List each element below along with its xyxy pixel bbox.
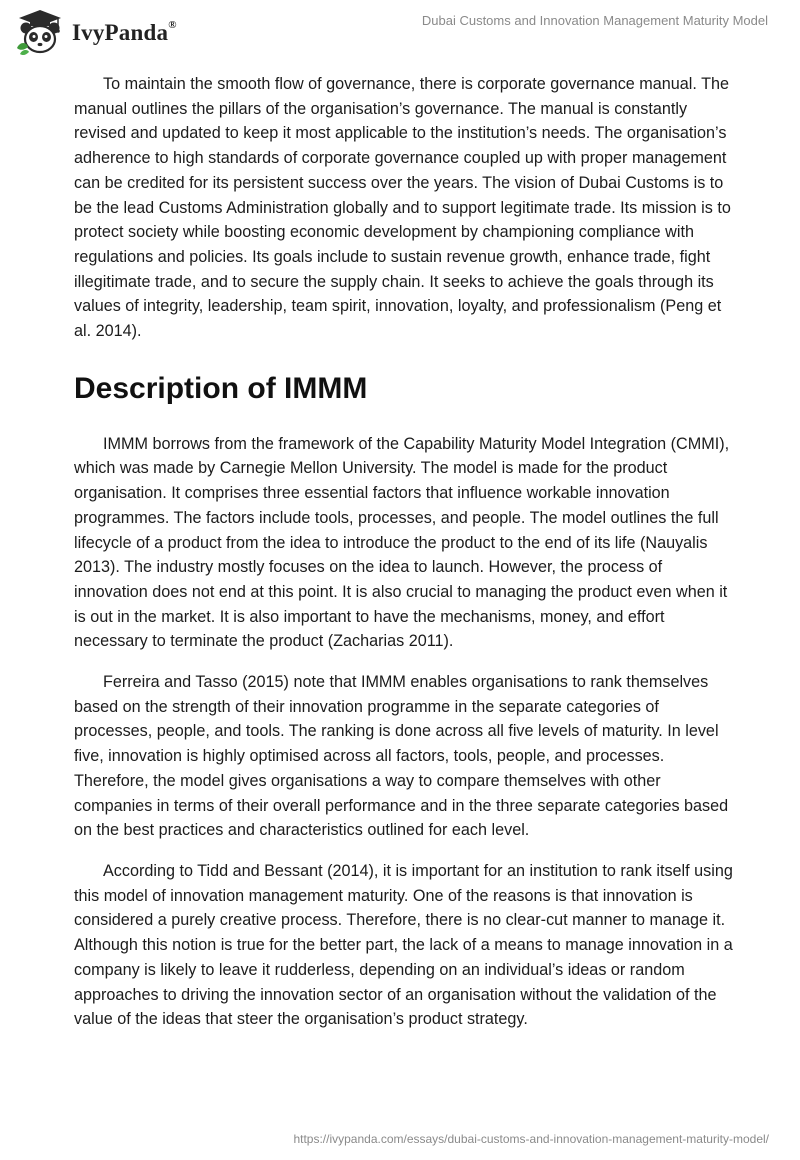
body-paragraph: According to Tidd and Bessant (2014), it is important for an institution to rank itself using this model of innovation management maturity. One of the reasons is that innovation is considered a purely creative process. Therefore, there is no clear-cut manner to manage it. Although this notion is true for the better part, the lack of a means to manage innovation in a company is likely to leave it rudderless, depending on an individual’s ideas or random approaches to driving the innovation sector of an organisation without the validation of the value of the ideas that steer the organisation’s product strategy. (74, 861, 733, 1029)
logo-wordmark: IvyPanda® (72, 19, 177, 45)
ivypanda-logo[interactable] (14, 8, 177, 56)
section-heading: Description of IMMM (74, 371, 368, 405)
essay-content (74, 72, 734, 1048)
intro-paragraph: To maintain the smooth flow of governance, there is corporate governance manual. The manual outlines the pillars of the organisation’s governance. The manual is constantly revised and updated to keep it most applicable to the institution’s needs. The organisation’s adherence to high standards of corporate governance coupled up with proper management can be credited for its persistent success over the years. The vision of Dubai Customs is to be the lead Customs Administration globally and to support legitimate trade. Its mission is to protect society while boosting economic development by championing compliance with regulations and policies. Its goals include to sustain revenue growth, enhance trade, fight illegitimate trade, and to secure the supply chain. It seeks to achieve the goals through its values of integrity, leadership, team spirit, innovation, loyalty, and professionalism (Peng et al. 2014). (74, 75, 731, 341)
body-paragraph: Ferreira and Tasso (2015) note that IMMM enables organisations to rank themselves based on the strength of their innovation programme in the separate categories of processes, people, and tools. The ranking is done across all five levels of maturity. In level five, innovation is highly optimised across all factors, tools, people, and processes. Therefore, the model gives organisations a way to compare themselves with other companies in terms of their overall performance and in the three separate categories based on the best practices and characteristics outlined for each level. (74, 673, 729, 840)
page-header (0, 0, 800, 70)
panda-graduate-icon (14, 8, 66, 56)
source-url-link[interactable]: https://ivypanda.com/essays/dubai-customs-and-innovation-management-maturity-model/ (293, 1132, 769, 1146)
document-title: Dubai Customs and Innovation Management Maturity Model (421, 13, 768, 28)
body-paragraph: IMMM borrows from the framework of the Capability Maturity Model Integration (CMMI), which was made by Carnegie Mellon University. The model is made for the product organisation. It comprises three essential factors that influence workable innovation programmes. The factors include tools, processes, and people. The model outlines the full lifecycle of a product from the idea to introduce the product to the end of its life (Nauyalis 2013). The industry mostly focuses on the idea to launch. However, the process of innovation does not end at this point. It is also crucial to managing the product even when it is out in the market. It is also important to have the mechanisms, money, and effort necessary to terminate the product (Zacharias 2011). (74, 434, 730, 651)
